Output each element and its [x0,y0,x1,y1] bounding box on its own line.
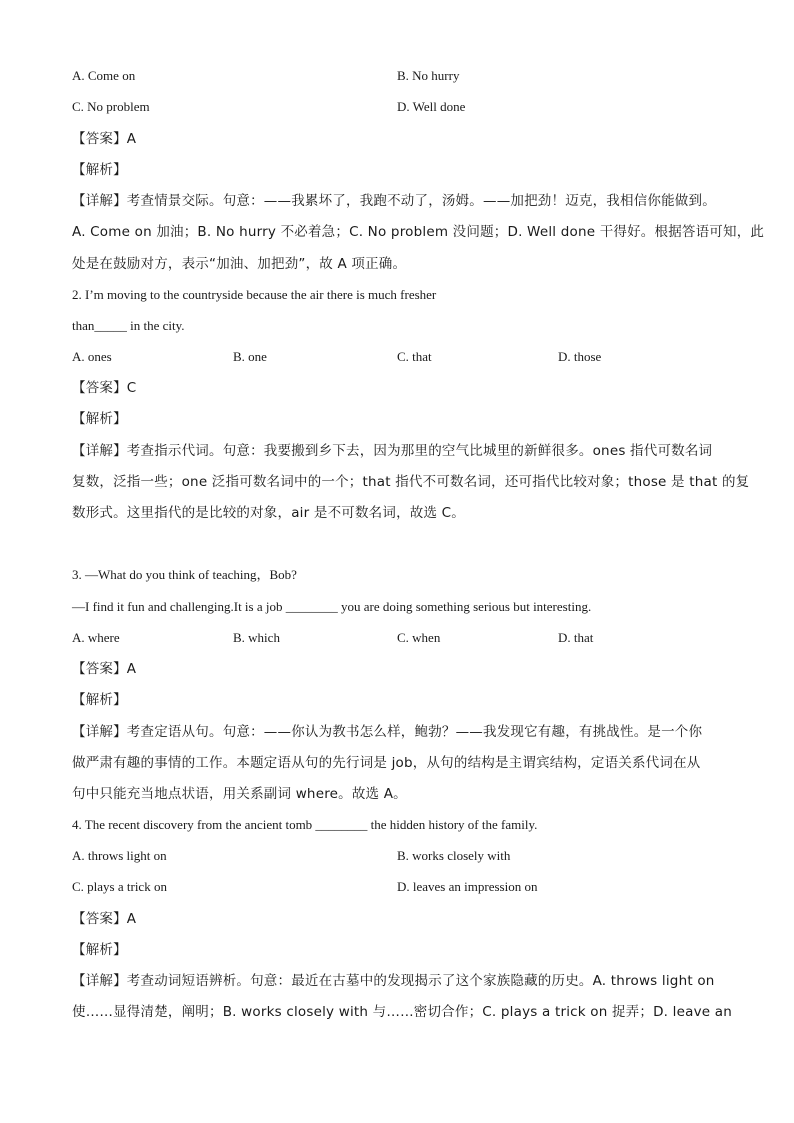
q2-detail-line: 数形式。这里指代的是比较的对象，air 是不可数名词，故选 C。 [72,505,465,521]
q2-stem-continued: than_____ in the city. [72,318,185,333]
q3-stem: 3. —What do you think of teaching，Bob? [72,567,297,582]
q3-detail-line: 【详解】考查定语从句。句意：——你认为教书怎么样，鲍勃？——我发现它有趣，有挑战性。是一个你 [72,724,703,740]
q1-detail-line: 处是在鼓励对方，表示“加油、加把劲”，故 A 项正确。 [72,256,407,272]
q1-analysis-label: 【解析】 [72,162,127,178]
q3-option-a: A. where [72,630,120,645]
q2-analysis-label: 【解析】 [72,411,127,427]
q2-option-d: D. those [558,349,602,364]
q3-answer: 【答案】A [72,661,137,677]
q4-detail-line: 使……显得清楚，阐明；B. works closely with 与……密切合作；C. plays a trick on 捉弄；D. leave an [72,1004,733,1020]
q3-option-d: D. that [558,630,594,645]
q2-stem: 2. I’m moving to the countryside because the air there is much fresher [72,287,437,302]
q2-option-c: C. that [397,349,432,364]
q4-answer: 【答案】A [72,911,137,927]
q1-detail-line: 【详解】考查情景交际。句意：——我累坏了，我跑不动了，汤姆。——加把劲！迈克，我相信你能做到。 [72,193,716,209]
q3-detail-line: 做严肃有趣的事情的工作。本题定语从句的先行词是 job，从句的结构是主谓宾结构，定语关系代词在从 [72,755,701,771]
q4-stem: 4. The recent discovery from the ancient tomb ________ the hidden history of the family. [72,817,538,832]
q2-option-b: B. one [233,349,267,364]
q1-option-b: B. No hurry [397,68,460,83]
q1-option-d: D. Well done [397,99,466,114]
q4-option-c: C. plays a trick on [72,879,167,894]
q1-option-c: C. No problem [72,99,150,114]
q1-detail-line: A. Come on 加油；B. No hurry 不必着急；C. No problem 没问题；D. Well done 干得好。根据答语可知，此 [72,224,765,240]
q4-analysis-label: 【解析】 [72,942,127,958]
q4-option-b: B. works closely with [397,848,511,863]
q3-option-b: B. which [233,630,280,645]
q1-option-a: A. Come on [72,68,136,83]
q2-option-a: A. ones [72,349,112,364]
q3-detail-line: 句中只能充当地点状语，用关系副词 where。故选 A。 [72,786,407,802]
q2-detail-line: 【详解】考查指示代词。句意：我要搬到乡下去，因为那里的空气比城里的新鲜很多。ones 指代可数名词 [72,443,713,459]
q2-detail-line: 复数，泛指一些；one 泛指可数名词中的一个；that 指代不可数名词，还可指代比较对象；those 是 that 的复 [72,474,750,490]
q1-answer: 【答案】A [72,131,137,147]
q3-stem-continued: —I find it fun and challenging.It is a job ________ you are doing something serious but interesting. [72,599,592,614]
q3-analysis-label: 【解析】 [72,692,127,708]
q3-option-c: C. when [397,630,441,645]
q4-option-a: A. throws light on [72,848,167,863]
q4-detail-line: 【详解】考查动词短语辨析。句意：最近在古墓中的发现揭示了这个家族隐藏的历史。A. throws light on [72,973,715,989]
q2-answer: 【答案】C [72,380,137,396]
q4-option-d: D. leaves an impression on [397,879,538,894]
